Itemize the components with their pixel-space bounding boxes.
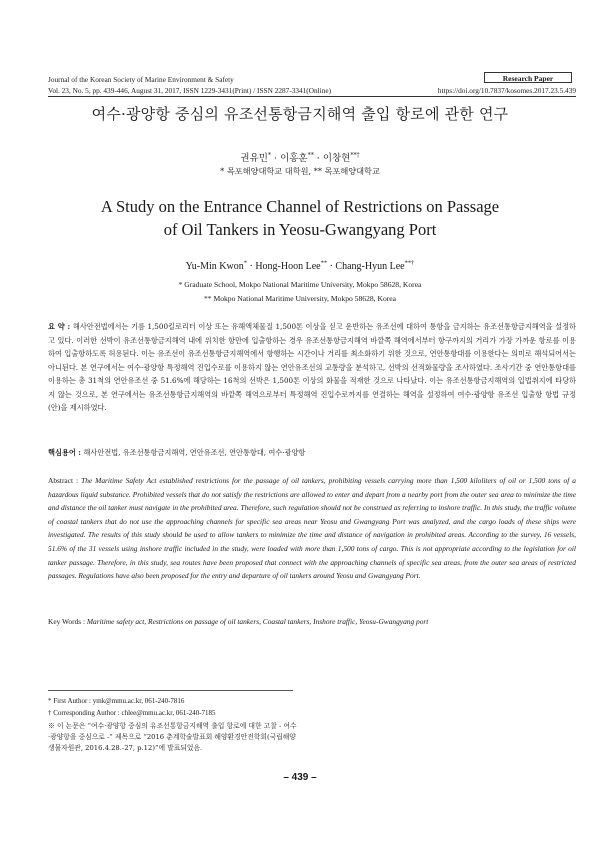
author-separator: · — [327, 261, 336, 272]
korean-keywords-text: 해사안전법, 유조선통항금지해역, 연안유조선, 연안통항대, 여수·광양항 — [83, 448, 306, 457]
author-name: Hong-Hoon Lee — [255, 261, 321, 272]
korean-abstract — [48, 320, 576, 415]
english-keywords-label: Key Words : — [48, 617, 87, 626]
author-mark: ** — [307, 151, 314, 159]
author-name: 이창현 — [322, 153, 351, 164]
author-mark: * — [267, 151, 272, 159]
english-keywords-text: Maritime safety act, Restrictions on passage of oil tankers, Coastal tankers, Inshore traffic, Yeosu-Gwangyang port — [86, 617, 429, 626]
author-separator: · — [246, 261, 256, 272]
author-separator: · — [313, 153, 323, 164]
english-title-line-1: A Study on the Entrance Channel of Restrictions on Passage — [100, 197, 500, 216]
author-name: 이홍훈 — [280, 153, 308, 164]
author-name: Chang-Hyun Lee — [335, 261, 405, 272]
presentation-note: ※ 이 논문은 “여수·광양항 중심의 유조선통항금지해역 출입 항로에 대한 고찰 - 여수·광양항을 중심으로 -” 제목으로 “2016 춘계학술발표회 해양환경안전학회(국립해양생물자원관, 2016.4.28.-27, p.12)”에 발표되었음. — [48, 722, 297, 752]
english-keywords — [48, 617, 576, 626]
korean-title: 여수·광양항 중심의 유조선통항금지해역 출입 항로에 관한 연구 — [91, 105, 509, 123]
english-affiliation-2: ** Mokpo National Maritime University, Mokpo 58628, Korea — [203, 294, 397, 303]
korean-abstract-label: 요 약 : — [48, 322, 73, 331]
author-mark: * — [243, 259, 247, 267]
english-abstract-text: The Maritime Safety Act established restrictions for the passage of oil tankers, prohibiting vessels carrying more than 1,500 kiloliters of oil or 1,500 tons of a hazardous liquid substance. Prohibited vessels that do not satisfy the restrictions are allowed to enter and depart from a nearby port from the outer sea area to minimize the time and distance the oil tanker must navigate in the prohibited area. Therefore, such regulation should not be construed as referring to inshore traffic. In this study, the traffic volume of coastal tankers that do not use the approaching channels for specific sea areas near Yeosu and Gwangyang Port was analyzed, and the cargo loads of these ships were investigated. The results of this study should be used to allow tankers to minimize the time and distance of navigation in prohibited areas. According to the survey, 16 vessels, 51.6% of the 31 vessels using inshore traffic included in the study, were loaded with more than 1,500 tons of cargo. This is not appropriate according to the legislation for oil tanker passage. Therefore, in this study, sea routes have been proposed that connect with the approaching channels of specific sea areas, from the outer sea areas of restricted passages. Regulations have also been proposed for the entry and departure of oil tankers around Yeosu and Gwangyang Port. — [48, 476, 576, 581]
doi-link[interactable]: https://doi.org/10.7837/kosomes.2017.23.5.439 — [437, 86, 576, 95]
english-affiliation-1: * Graduate School, Mokpo National Maritime University, Mokpo 58628, Korea — [178, 280, 422, 289]
english-abstract-label: Abstract : — [48, 476, 82, 485]
author-mark: ** — [320, 259, 328, 267]
corresponding-author-footnote: † Corresponding Author : chlee@mmu.ac.kr, 061-240-7185 — [48, 709, 216, 717]
korean-keywords — [48, 446, 576, 460]
journal-name: Journal of the Korean Society of Marine Environment & Safety — [48, 75, 234, 84]
first-author-footnote: * First Author : ymk@mmu.ac.kr, 061-240-7816 — [48, 697, 185, 705]
footnote-rule — [48, 690, 293, 691]
english-title-line-2: of Oil Tankers in Yeosu-Gwangyang Port — [163, 220, 437, 239]
author-separator: · — [271, 153, 281, 164]
korean-abstract-text: 해사안전법에서는 기름 1,500킬로리터 이상 또는 유해액체물질 1,500톤 이상을 싣고 운반하는 유조선에 대하여 통항을 금지하는 유조선통항금지해역을 설정하고 있다. 이러한 선박이 유조선통항금지해역 내에 위치한 항만에 입출항하는 경우 유조선통항금지해역 바깥쪽 해역에서부터 항구까지의 거리가 가장 가까운 항로를 이용하여 입출항하도록 허용된다. 이는 유조선이 유조선통항금지해역에서 항행하는 시간이나 거리를 최소화하기 위한 것으로, 연안통항대를 이용한다는 의미로 해석되어서는 아니된다. 본 연구에서는 여수·광양항 특정해역 진입수로를 이용하지 않는 연안유조선의 교통량을 분석하고, 선박의 선적화물량을 조사하였다. 조사기간 중 연안통항대를 이용하는 총 31척의 연안유조선 중 51.6%에 해당하는 16척의 선박은 1,500톤 이상의 화물을 적재한 것으로 나타났다. 이는 유조선통항금지해역의 입법취지에 타당하지 않는 것으로, 본 연구에서는 유조선통항금지해역의 바깥쪽 해역으로부터 특정해역 진입수로까지를 연결하는 해역을 설정하여 여수·광양항 유조선 입출항 항법 규정(안)을 제시하였다. — [48, 322, 577, 412]
korean-authors — [0, 150, 600, 164]
author-name: Yu-Min Kwon — [185, 261, 244, 272]
korean-keywords-label: 핵심용어 : — [48, 448, 84, 457]
header-rule — [48, 96, 576, 97]
author-mark: **† — [350, 151, 360, 159]
page-number: – 439 – — [283, 772, 317, 783]
citation-line: Vol. 23, No. 5, pp. 439-446, August 31, 2017, ISSN 1229-3431(Print) / ISSN 2287-3341(Online) — [48, 86, 332, 95]
korean-affiliation: * 목포해양대학교 대학원, ** 목포해양대학교 — [220, 166, 380, 176]
article-type-badge: Research Paper — [484, 72, 572, 83]
author-mark: **† — [404, 259, 415, 267]
author-name: 권유민 — [240, 153, 268, 164]
english-authors — [0, 261, 600, 272]
english-abstract — [48, 474, 576, 583]
